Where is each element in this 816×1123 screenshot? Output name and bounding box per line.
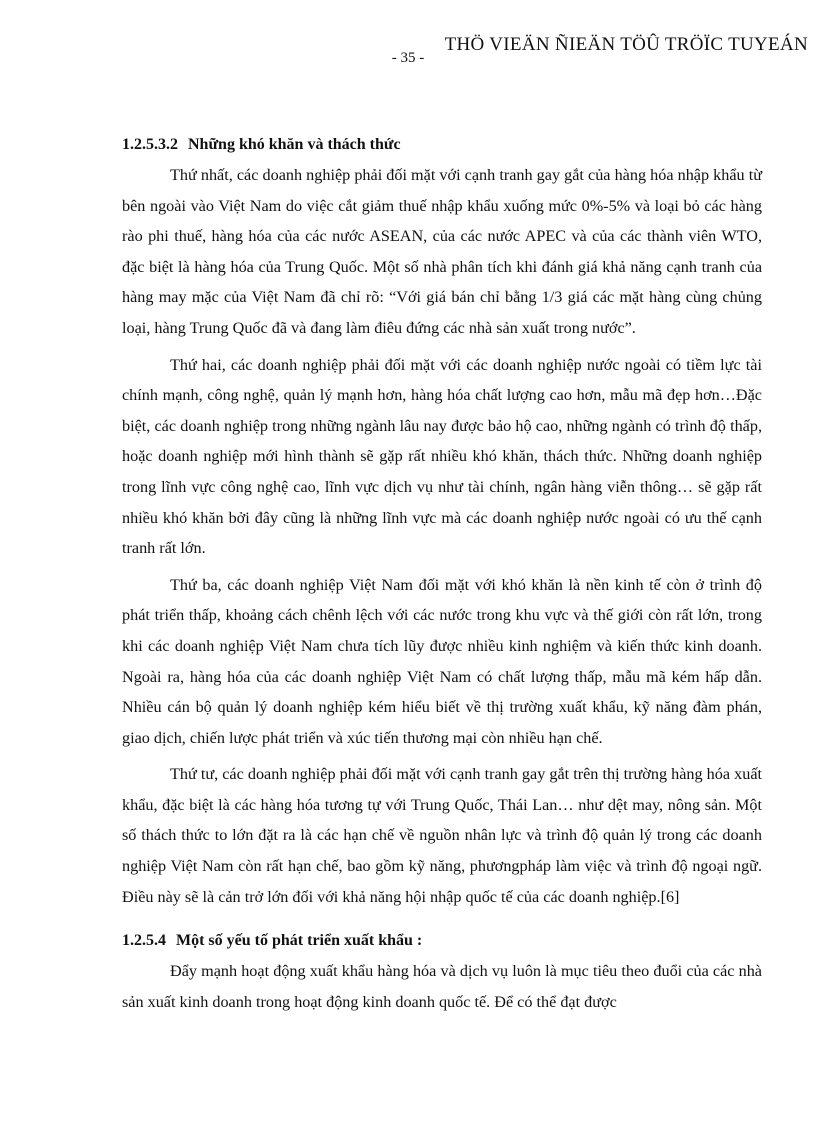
page-number: - 35 - (391, 50, 425, 66)
section-heading (122, 130, 762, 160)
library-watermark: THÖ VIEÄN ÑIEÄN TÖÛ TRÖÏC TUYEÁN (444, 34, 808, 55)
paragraph: Đẩy mạnh hoạt động xuất khẩu hàng hóa và dịch vụ luôn là mục tiêu theo đuổi của các nhà sản xuất kinh doanh trong hoạt động kinh doanh quốc tế. Để có thể đạt được (122, 962, 762, 1011)
section-difficulties-challenges (122, 130, 762, 912)
document-body (122, 130, 762, 1023)
paragraph: Thứ nhất, các doanh nghiệp phải đối mặt với cạnh tranh gay gắt của hàng hóa nhập khẩu từ bên ngoài vào Việt Nam do việc cắt giảm thuế nhập khẩu xuống mức 0%-5% và loại bỏ các hàng rào phi thuế, hàng hóa của các nước ASEAN, của các nước APEC và của các thành viên WTO, đặc biệt là hàng hóa của Trung Quốc. Một số nhà phân tích khi đánh giá khả năng cạnh tranh của hàng may mặc của Việt Nam đã chỉ rõ: “Với giá bán chỉ bằng 1/3 giá các mặt hàng cùng chủng loại, hàng Trung Quốc đã và đang làm điêu đứng các nhà sản xuất trong nước”. (122, 166, 762, 337)
section-number: 1.2.5.4 (122, 932, 166, 950)
section-title: Một số yếu tố phát triển xuất khẩu : (176, 932, 423, 950)
section-title: Những khó khăn và thách thức (188, 136, 401, 153)
section-heading (122, 926, 762, 956)
paragraph: Thứ ba, các doanh nghiệp Việt Nam đối mặt với khó khăn là nền kinh tế còn ở trình độ phát triển thấp, khoảng cách chênh lệch với các nước trong khu vực và thế giới còn rất lớn, trong khi các doanh nghiệp Việt Nam chưa tích lũy được nhiều kinh nghiệm và kiến thức kinh doanh. Ngoài ra, hàng hóa của các doanh nghiệp Việt Nam có chất lượng thấp, mẫu mã kém hấp dẫn. Nhiều cán bộ quản lý doanh nghiệp kém hiểu biết về thị trường xuất khẩu, kỹ năng đàm phán, giao dịch, chiến lược phát triển và xúc tiến thương mại còn nhiều hạn chế. (122, 575, 762, 747)
section-number: 1.2.5.3.2 (122, 136, 178, 153)
section-export-factors (122, 926, 762, 1017)
paragraph: Thứ hai, các doanh nghiệp phải đối mặt với các doanh nghiệp nước ngoài có tiềm lực tài chính mạnh, công nghệ, quản lý mạnh hơn, hàng hóa chất lượng cao hơn, mẫu mã đẹp hơn…Đặc biệt, các doanh nghiệp trong những ngành lâu nay được bảo hộ cao, những ngành có trình độ thấp, hoặc doanh nghiệp mới hình thành sẽ gặp rất nhiều khó khăn, thách thức. Những doanh nghiệp trong lĩnh vực công nghệ cao, lĩnh vực dịch vụ như tài chính, ngân hàng viễn thông… sẽ gặp rất nhiều khó khăn bởi đây cũng là những lĩnh vực mà các doanh nghiệp nước ngoài có ưu thế cạnh tranh rất lớn. (122, 355, 762, 558)
paragraph: Thứ tư, các doanh nghiệp phải đối mặt với cạnh tranh gay gắt trên thị trường hàng hóa xuất khẩu, đặc biệt là các hàng hóa tương tự với Trung Quốc, Thái Lan… như dệt may, nông sản. Một số thách thức to lớn đặt ra là các hạn chế về nguồn nhân lực và trình độ quản lý trong các doanh nghiệp Việt Nam còn rất hạn chế, bao gồm kỹ năng, phươngpháp làm việc và trình độ ngoại ngữ. Điều này sẽ là cản trở lớn đối với khả năng hội nhập quốc tế của các doanh nghiệp.[6] (122, 765, 762, 906)
